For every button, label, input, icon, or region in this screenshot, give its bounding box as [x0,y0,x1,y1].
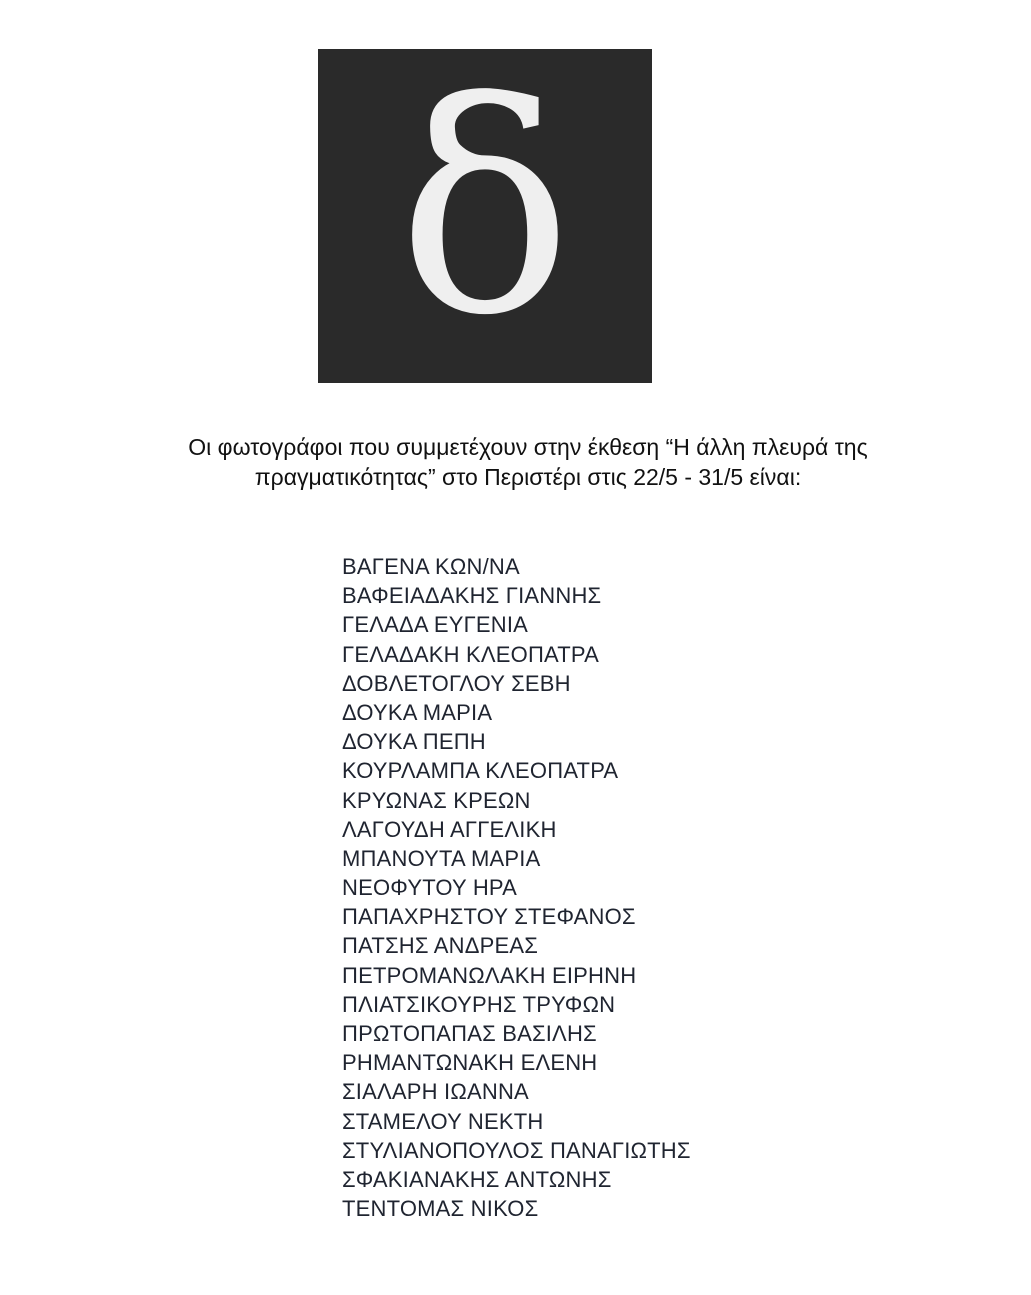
list-item: ΠΑΤΣΗΣ ΑΝΔΡΕΑΣ [342,933,539,959]
list-item: ΣΙΑΛΑΡΗ ΙΩΑΝΝΑ [342,1079,529,1105]
photographers-list [342,552,691,1223]
list-item: ΠΑΠΑΧΡΗΣΤΟΥ ΣΤΕΦΑΝΟΣ [342,904,636,930]
list-item: ΤΕΝΤΟΜΑΣ ΝΙΚΟΣ [342,1196,539,1222]
list-item: ΠΡΩΤΟΠΑΠΑΣ ΒΑΣΙΛΗΣ [342,1021,597,1046]
list-item: ΠΛΙΑΤΣΙΚΟΥΡΗΣ ΤΡΥΦΩΝ [342,991,616,1017]
list-item: ΓΕΛΑΔΑΚΗ ΚΛΕΟΠΑΤΡΑ [342,641,600,667]
list-item: ΚΡΥΩΝΑΣ ΚΡΕΩΝ [342,787,531,813]
intro-line-2: πραγματικότητας” στο Περιστέρι στις 22/5 - 31/5 είναι: [254,464,802,490]
list-item: ΔΟΥΚΑ ΜΑΡΙΑ [342,699,493,725]
logo-delta-glyph: δ [397,49,573,379]
list-item: ΔΟΥΚΑ ΠΕΠΗ [342,729,486,755]
list-item: ΝΕΟΦΥΤΟΥ ΗΡΑ [342,875,518,901]
list-item: ΣΤΑΜΕΛΟΥ ΝΕΚΤΗ [342,1108,544,1134]
list-item: ΓΕΛΑΔΑ ΕΥΓΕΝΙΑ [342,612,529,638]
list-item: ΒΑΦΕΙΑΔΑΚΗΣ ΓΙΑΝΝΗΣ [342,583,602,609]
intro-line-1: Οι φωτογράφοι που συμμετέχουν στην έκθεση “Η άλλη πλευρά της [188,434,868,460]
list-item: ΔΟΒΛΕΤΟΓΛΟΥ ΣΕΒΗ [342,670,571,696]
list-item: ΜΠΑΝΟΥΤΑ ΜΑΡΙΑ [342,845,541,871]
intro-text [100,432,956,492]
list-item: ΣΦΑΚΙΑΝΑΚΗΣ ΑΝΤΩΝΗΣ [342,1166,612,1192]
list-item: ΚΟΥΡΛΑΜΠΑ ΚΛΕΟΠΑΤΡΑ [342,758,619,784]
list-item: ΡΗΜΑΝΤΩΝΑΚΗ ΕΛΕΝΗ [342,1050,598,1076]
list-item: ΒΑΓΕΝΑ ΚΩΝ/ΝΑ [342,554,520,579]
list-item: ΣΤΥΛΙΑΝΟΠΟΥΛΟΣ ΠΑΝΑΓΙΩΤΗΣ [342,1137,691,1163]
logo [318,49,652,383]
list-item: ΠΕΤΡΟΜΑΝΩΛΑΚΗ ΕΙΡΗΝΗ [342,962,637,988]
list-item: ΛΑΓΟΥΔΗ ΑΓΓΕΛΙΚΗ [342,816,557,842]
